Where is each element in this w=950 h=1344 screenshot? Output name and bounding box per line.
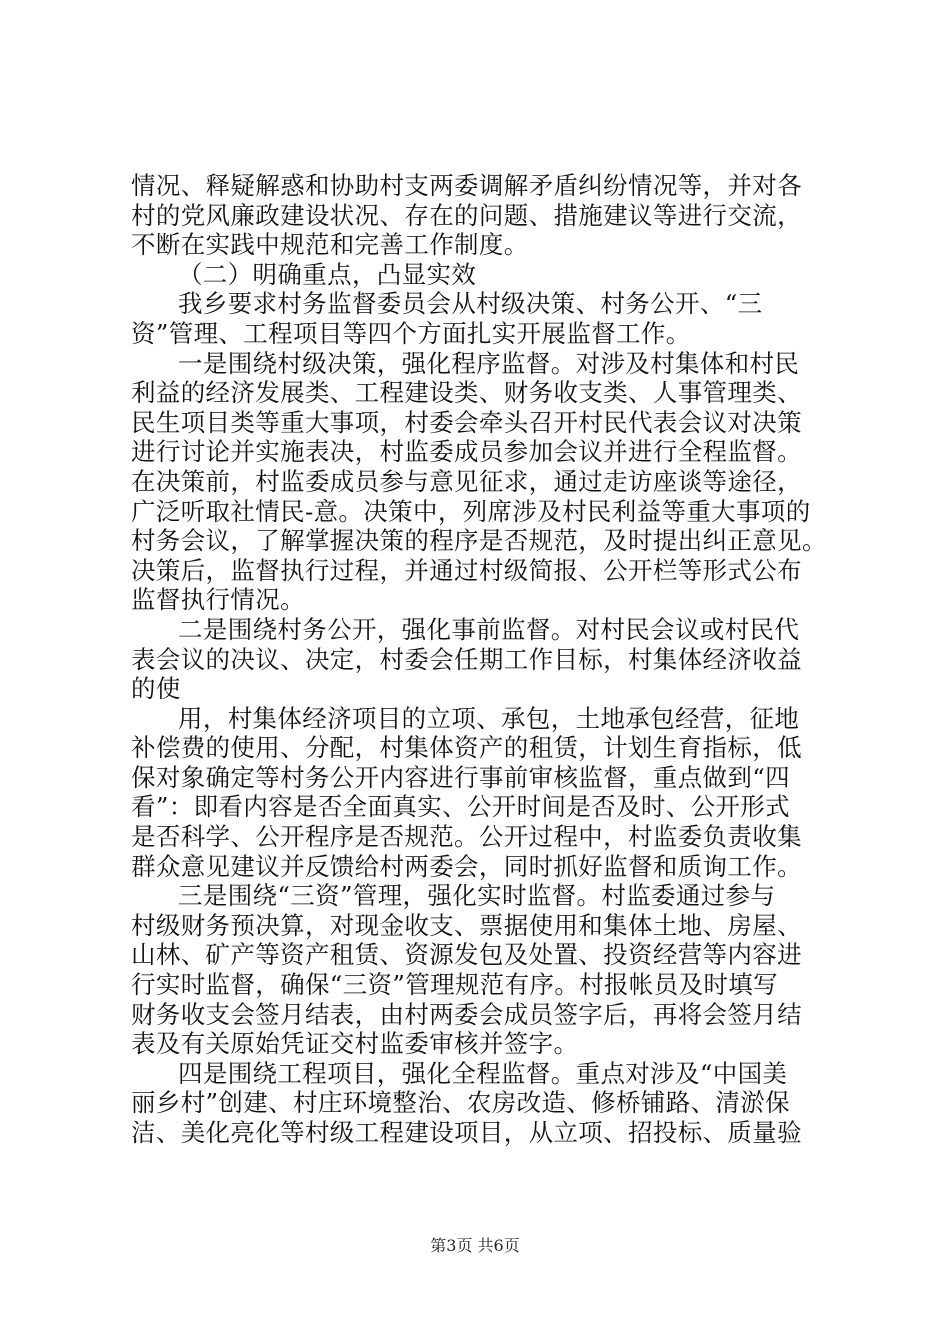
text-line: 村务会议，了解掌握决策的程序是否规范，及时提出纠正意见。 [131, 526, 827, 556]
text-line: 群众意见建议并反馈给村两委会，同时抓好监督和质询工作。 [131, 851, 802, 881]
text-line: 村的党风廉政建设状况、存在的问题、措施建议等进行交流， [131, 200, 802, 230]
text-line: 监督执行情况。 [131, 585, 305, 615]
section-heading: （二）明确重点，凸显实效 [178, 259, 477, 289]
text-line: 保对象确定等村务公开内容进行事前审核监督，重点做到“四 [131, 762, 790, 792]
text-line: 山林、矿产等资产租赁、资源发包及处置、投资经营等内容进 [131, 940, 802, 970]
text-line: 四是围绕工程项目，强化全程监督。重点对涉及“中国美 [178, 1058, 788, 1088]
text-line: 财务收支会签月结表，由村两委会成员签字后，再将会签月结 [131, 999, 802, 1029]
text-line: 表及有关原始凭证交村监委审核并签字。 [131, 1029, 579, 1059]
text-line: 丽乡村”创建、村庄环境整治、农房改造、修桥铺路、清淤保 [131, 1088, 790, 1118]
text-line: 三是围绕“三资”管理，强化实时监督。村监委通过参与 [178, 881, 776, 911]
text-line: 的使 [131, 674, 181, 704]
text-line: 表会议的决议、决定，村委会任期工作目标，村集体经济收益 [131, 644, 802, 674]
text-line: 用，村集体经济项目的立项、承包，土地承包经营，征地 [178, 703, 800, 733]
text-line: 是否科学、公开程序是否规范。公开过程中，村监委负责收集 [131, 822, 802, 852]
text-line: 资”管理、工程项目等四个方面扎实开展监督工作。 [131, 318, 691, 348]
text-line: 决策后，监督执行过程，并通过村级简报、公开栏等形式公布 [131, 555, 802, 585]
text-line: 二是围绕村务公开，强化事前监督。对村民会议或村民代 [178, 614, 800, 644]
text-line: 情况、释疑解惑和协助村支两委调解矛盾纠纷情况等，并对各 [131, 171, 802, 200]
text-line: 在决策前，村监委成员参与意见征求，通过走访座谈等途径， [131, 466, 802, 496]
text-line: 洁、美化亮化等村级工程建设项目，从立项、招投标、质量验 [131, 1118, 802, 1147]
text-line: 看”：即看内容是否全面真实、公开时间是否及时、公开形式 [131, 792, 790, 822]
document-body [131, 171, 831, 1148]
text-line: 行实时监督，确保“三资”管理规范有序。村报帐员及时填写 [131, 970, 778, 1000]
text-line: 一是围绕村级决策，强化程序监督。对涉及村集体和村民 [178, 348, 800, 378]
text-line: 不断在实践中规范和完善工作制度。 [131, 230, 529, 260]
text-line: 广泛听取社情民-意。决策中，列席涉及村民利益等重大事项的 [131, 496, 811, 526]
text-line: 我乡要求村务监督委员会从村级决策、村务公开、“三 [178, 289, 763, 319]
text-line: 利益的经济发展类、工程建设类、财务收支类、人事管理类、 [131, 378, 802, 408]
page-number-footer: 第3页 共6页 [430, 1236, 520, 1255]
text-line: 进行讨论并实施表决，村监委成员参加会议并进行全程监督。 [131, 437, 802, 467]
text-line: 补偿费的使用、分配，村集体资产的租赁，计划生育指标，低 [131, 733, 802, 763]
text-line: 民生项目类等重大事项，村委会牵头召开村民代表会议对决策 [131, 407, 802, 437]
text-line: 村级财务预决算，对现金收支、票据使用和集体土地、房屋、 [131, 910, 802, 940]
